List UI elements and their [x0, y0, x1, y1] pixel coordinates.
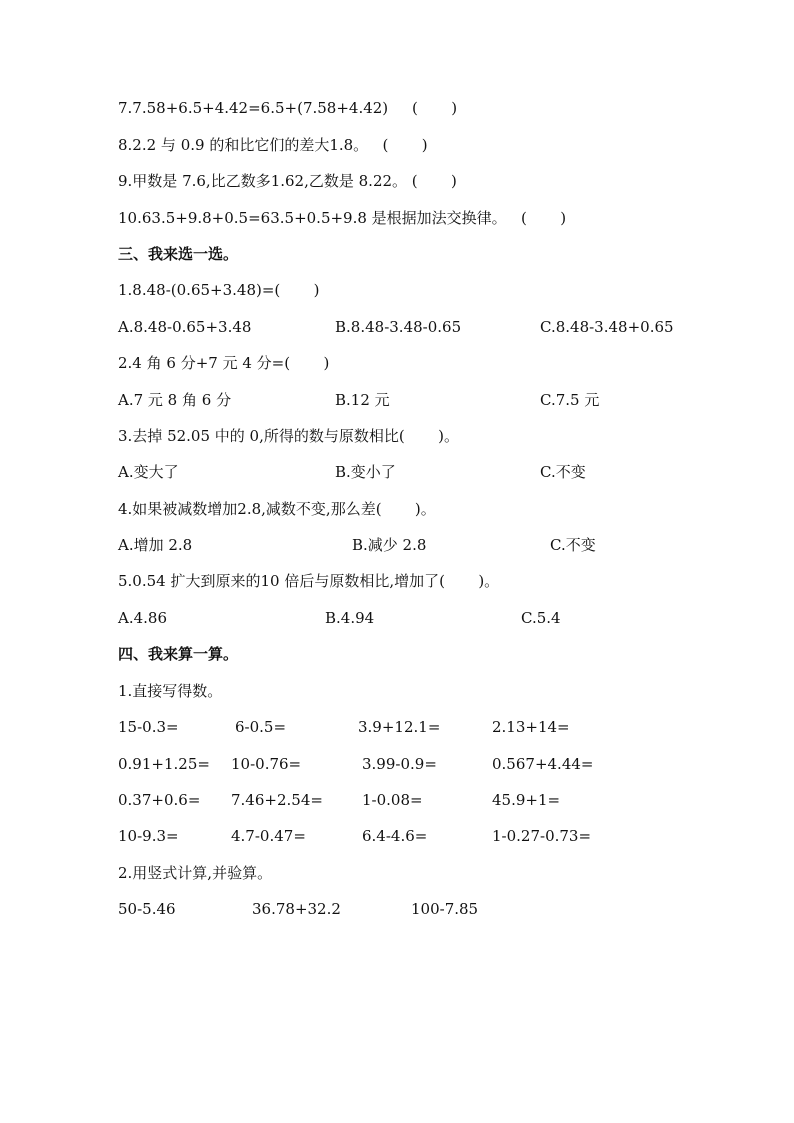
choice-2-option-c: C.7.5 元	[540, 391, 600, 409]
choice-5-option-b: B.4.94	[325, 609, 375, 627]
calc-item: 10-9.3=	[118, 827, 179, 845]
calc-item: 2.13+14=	[492, 718, 570, 736]
choice-question-1: 1.8.48-(0.65+3.48)=( )	[118, 281, 320, 299]
calc-item: 6.4-4.6=	[362, 827, 428, 845]
choice-3-option-a: A.变大了	[118, 463, 179, 481]
calc-item: 6-0.5=	[235, 718, 287, 736]
calc-item: 15-0.3=	[118, 718, 179, 736]
sub-question-2-title: 2.用竖式计算,并验算。	[118, 864, 273, 882]
calc-item: 4.7-0.47=	[231, 827, 306, 845]
calc-item: 0.91+1.25=	[118, 755, 210, 773]
choice-3-option-c: C.不变	[540, 463, 586, 481]
choice-question-3: 3.去掉 52.05 中的 0,所得的数与原数相比( )。	[118, 427, 459, 445]
judge-item-7: 7.7.58+6.5+4.42=6.5+(7.58+4.42) ( )	[118, 99, 458, 117]
calc-item: 1-0.08=	[362, 791, 423, 809]
calc-item: 7.46+2.54=	[231, 791, 323, 809]
calc-item: 0.567+4.44=	[492, 755, 594, 773]
choice-4-option-a: A.增加 2.8	[118, 536, 193, 554]
calc-item: 45.9+1=	[492, 791, 561, 809]
choice-5-option-a: A.4.86	[118, 609, 167, 627]
choice-4-option-c: C.不变	[550, 536, 596, 554]
sub-question-1-title: 1.直接写得数。	[118, 682, 223, 700]
choice-question-4: 4.如果被减数增加2.8,减数不变,那么差( )。	[118, 500, 436, 518]
vertical-calc-item: 50-5.46	[118, 900, 176, 918]
choice-1-option-a: A.8.48-0.65+3.48	[118, 318, 252, 336]
section-4-heading: 四、我来算一算。	[118, 645, 239, 663]
judge-item-10: 10.63.5+9.8+0.5=63.5+0.5+9.8 是根据加法交换律。 ( )	[118, 209, 567, 227]
calc-item: 10-0.76=	[231, 755, 302, 773]
choice-4-option-b: B.减少 2.8	[352, 536, 427, 554]
choice-3-option-b: B.变小了	[335, 463, 396, 481]
choice-1-option-b: B.8.48-3.48-0.65	[335, 318, 462, 336]
section-3-heading: 三、我来选一选。	[118, 245, 239, 263]
judge-item-8: 8.2.2 与 0.9 的和比它们的差大1.8。 ( )	[118, 136, 428, 154]
choice-question-2: 2.4 角 6 分+7 元 4 分=( )	[118, 354, 330, 372]
choice-question-5: 5.0.54 扩大到原来的10 倍后与原数相比,增加了( )。	[118, 572, 500, 590]
calc-item: 3.9+12.1=	[358, 718, 441, 736]
calc-item: 1-0.27-0.73=	[492, 827, 592, 845]
vertical-calc-item: 36.78+32.2	[252, 900, 341, 918]
choice-2-option-b: B.12 元	[335, 391, 390, 409]
choice-1-option-c: C.8.48-3.48+0.65	[540, 318, 674, 336]
calc-item: 3.99-0.9=	[362, 755, 437, 773]
choice-5-option-c: C.5.4	[521, 609, 561, 627]
judge-item-9: 9.甲数是 7.6,比乙数多1.62,乙数是 8.22。 ( )	[118, 172, 457, 190]
vertical-calc-item: 100-7.85	[411, 900, 479, 918]
calc-item: 0.37+0.6=	[118, 791, 201, 809]
choice-2-option-a: A.7 元 8 角 6 分	[118, 391, 232, 409]
